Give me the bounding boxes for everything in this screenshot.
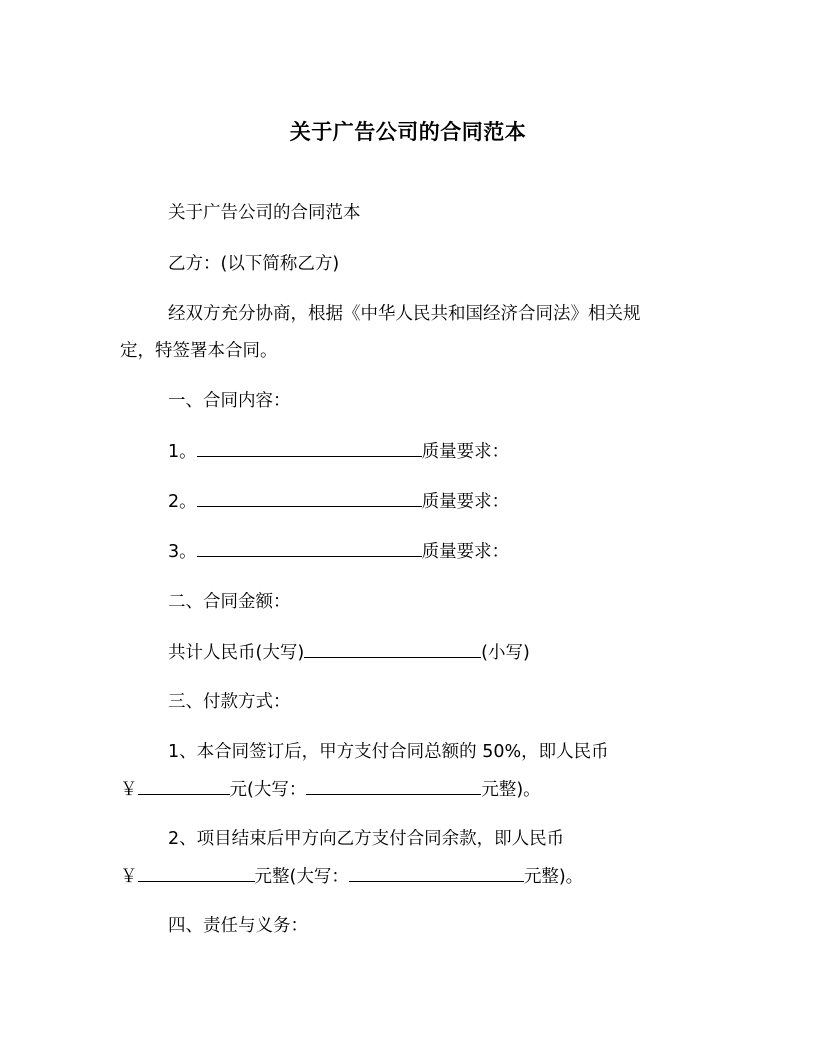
section-3-heading: 三、付款方式： <box>168 692 291 712</box>
payment-1-words-blank <box>306 777 481 795</box>
quality-requirement-label: 质量要求： <box>421 542 510 562</box>
amount-prefix: 共计人民币(大写) <box>168 643 305 663</box>
payment-1-end: 元整)。 <box>481 780 541 800</box>
item-number: 1。 <box>168 442 197 462</box>
item-number: 3。 <box>168 542 197 562</box>
preamble-line-2: 定，特签署本合同。 <box>120 341 278 361</box>
subtitle: 关于广告公司的合同范本 <box>168 203 361 223</box>
payment-1-line-1: 1、本合同签订后，甲方支付合同总额的 50%，即人民币 <box>168 742 609 762</box>
payment-2-amount-blank <box>138 864 255 882</box>
content-item-2 <box>168 489 748 514</box>
quality-requirement-label: 质量要求： <box>421 492 510 512</box>
document-title: 关于广告公司的合同范本 <box>289 120 527 144</box>
yen-sign: ￥ <box>120 780 138 800</box>
item-blank <box>197 539 422 557</box>
section-2-heading: 二、合同金额： <box>168 592 291 612</box>
amount-suffix: (小写) <box>481 643 530 663</box>
payment-1-mid: 元(大写： <box>229 780 307 800</box>
content-item-1 <box>168 439 748 464</box>
item-blank <box>197 489 422 507</box>
preamble-line-1: 经双方充分协商，根据《中华人民共和国经济合同法》相关规 <box>168 304 641 324</box>
item-number: 2。 <box>168 492 197 512</box>
item-blank <box>197 439 422 457</box>
section-4-heading: 四、责任与义务： <box>168 916 308 936</box>
payment-2-words-blank <box>349 864 524 882</box>
amount-blank <box>304 640 481 658</box>
payment-2-mid: 元整(大写： <box>254 867 349 887</box>
payment-2-end: 元整)。 <box>523 867 584 887</box>
amount-line <box>168 640 748 665</box>
payment-1-amount-blank <box>138 777 230 795</box>
payment-1-line-2 <box>120 777 700 802</box>
yen-sign: ￥ <box>120 867 138 887</box>
section-1-heading: 一、合同内容： <box>168 391 291 411</box>
content-item-3 <box>168 539 748 564</box>
quality-requirement-label: 质量要求： <box>421 442 510 462</box>
payment-2-line-2 <box>120 864 700 889</box>
payment-2-line-1: 2、项目结束后甲方向乙方支付合同余款，即人民币 <box>168 829 565 849</box>
party-b-line: 乙方：(以下简称乙方) <box>168 254 340 274</box>
